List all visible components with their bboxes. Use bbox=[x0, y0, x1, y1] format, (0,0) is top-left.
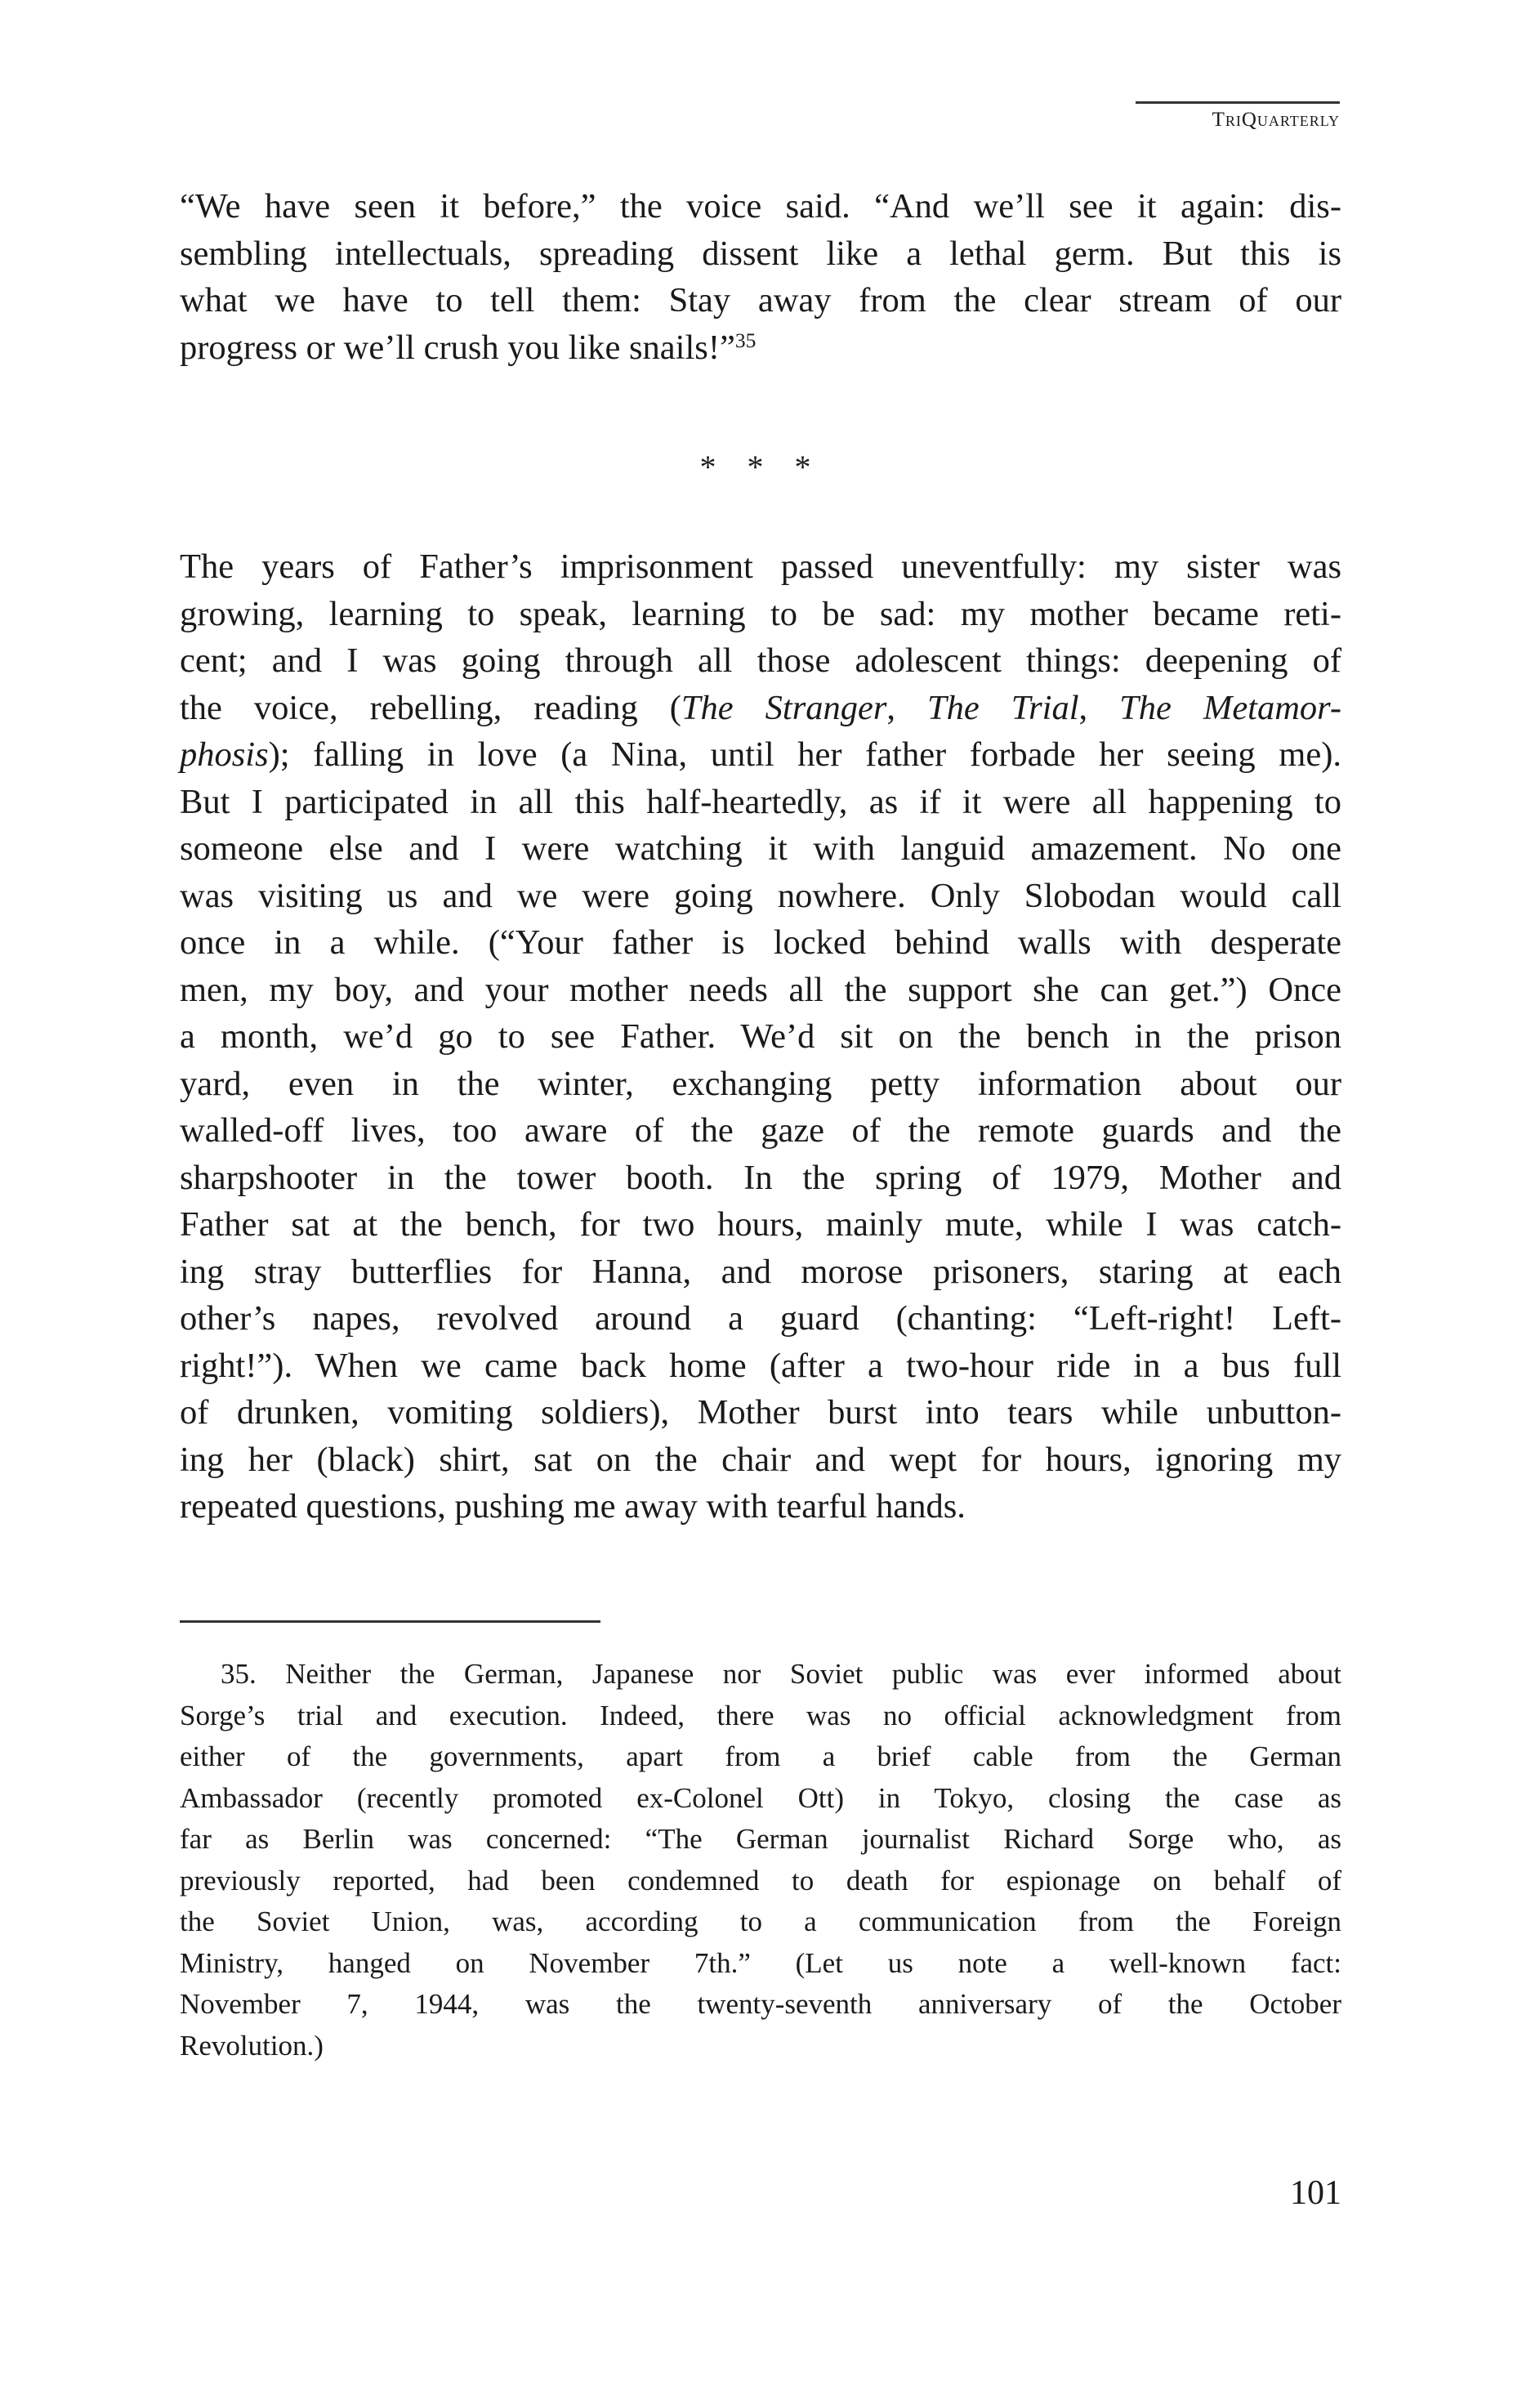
text-line: sembling intellectuals, spreading dissent like a lethal germ. But this is bbox=[180, 234, 1341, 273]
text-run: , bbox=[1078, 688, 1120, 727]
book-title-metamorphosis-part-1: The Metamor- bbox=[1119, 688, 1342, 727]
footnote-line: Revolution.) bbox=[180, 2029, 324, 2062]
text-run: ); falling in love (a Nina, until her father forbade her seeing me). bbox=[268, 735, 1341, 774]
text-line: The years of Father’s imprisonment passed uneventfully: my sister was bbox=[180, 547, 1341, 586]
paragraph-2 bbox=[180, 543, 1341, 1530]
text-run: the voice, rebelling, reading ( bbox=[180, 688, 681, 727]
text-line bbox=[180, 731, 1341, 779]
footnote-separator bbox=[180, 1620, 600, 1623]
section-break: * * * bbox=[699, 449, 823, 485]
text-line: of drunken, vomiting soldiers), Mother burst into tears while unbutton- bbox=[180, 1393, 1341, 1432]
text-line: cent; and I was going through all those adolescent things: deepening of bbox=[180, 641, 1341, 680]
text-line: a month, we’d go to see Father. We’d sit on the bench in the prison bbox=[180, 1017, 1341, 1056]
text-line-content: progress or we’ll crush you like snails!” bbox=[180, 328, 735, 367]
text-line: was visiting us and we were going nowhere. Only Slobodan would call bbox=[180, 876, 1341, 915]
text-run: , bbox=[886, 688, 928, 727]
book-title-metamorphosis-part-2: phosis bbox=[180, 735, 269, 774]
footnote-line: Sorge’s trial and execution. Indeed, there was no official acknowledgment from bbox=[180, 1699, 1341, 1731]
text-line: growing, learning to speak, learning to be sad: my mother became reti- bbox=[180, 594, 1341, 633]
book-title-trial: The Trial bbox=[927, 688, 1079, 727]
paragraph-1 bbox=[180, 183, 1341, 371]
text-line: once in a while. (“Your father is locked behind walls with desperate bbox=[180, 923, 1341, 962]
footnote-reference: 35 bbox=[734, 328, 757, 352]
text-line: But I participated in all this half-heartedly, as if it were all happening to bbox=[180, 782, 1341, 821]
text-line: sharpshooter in the tower booth. In the spring of 1979, Mother and bbox=[180, 1158, 1341, 1197]
footnote-line: 35. Neither the German, Japanese nor Soviet public was ever informed about bbox=[221, 1658, 1341, 1690]
text-line: yard, even in the winter, exchanging petty information about our bbox=[180, 1064, 1341, 1103]
text-line: someone else and I were watching it with languid amazement. No one bbox=[180, 829, 1341, 868]
text-line: men, my boy, and your mother needs all the support she can get.”) Once bbox=[180, 970, 1341, 1009]
footnote-line: far as Berlin was concerned: “The German journalist Richard Sorge who, as bbox=[180, 1823, 1341, 1855]
text-line: ing stray butterflies for Hanna, and morose prisoners, staring at each bbox=[180, 1252, 1341, 1291]
book-title-stranger: The Stranger bbox=[681, 688, 887, 727]
footnote-line: the Soviet Union, was, according to a communication from the Foreign bbox=[180, 1905, 1341, 1937]
text-line: repeated questions, pushing me away with tearful hands. bbox=[180, 1487, 966, 1526]
text-line bbox=[180, 324, 1341, 372]
text-line: what we have to tell them: Stay away from the clear stream of our bbox=[180, 281, 1341, 319]
page-number: 101 bbox=[1290, 2174, 1341, 2212]
footnote-line: November 7, 1944, was the twenty-seventh anniversary of the October bbox=[180, 1988, 1341, 2020]
running-head-title: TriQuarterly bbox=[1212, 109, 1340, 131]
text-line: other’s napes, revolved around a guard (chanting: “Left-right! Left- bbox=[180, 1299, 1341, 1338]
footnote-line: Ministry, hanged on November 7th.” (Let us note a well-known fact: bbox=[180, 1946, 1341, 1979]
text-line: Father sat at the bench, for two hours, mainly mute, while I was catch- bbox=[180, 1205, 1341, 1244]
footnote-line: Ambassador (recently promoted ex-Colonel Ott) in Tokyo, closing the case as bbox=[180, 1781, 1341, 1814]
text-line: ing her (black) shirt, sat on the chair and wept for hours, ignoring my bbox=[180, 1440, 1341, 1479]
footnote-35 bbox=[180, 1654, 1341, 2066]
footnote-line: previously reported, had been condemned to death for espionage on behalf of bbox=[180, 1864, 1341, 1896]
running-head bbox=[1136, 101, 1340, 132]
text-line: walled-off lives, too aware of the gaze of the remote guards and the bbox=[180, 1111, 1341, 1150]
text-line: “We have seen it before,” the voice said. “And we’ll see it again: dis- bbox=[180, 187, 1341, 226]
text-line: right!”). When we came back home (after a two-hour ride in a bus full bbox=[180, 1346, 1341, 1385]
text-line bbox=[180, 685, 1341, 732]
footnote-line: either of the governments, apart from a brief cable from the German bbox=[180, 1740, 1341, 1772]
